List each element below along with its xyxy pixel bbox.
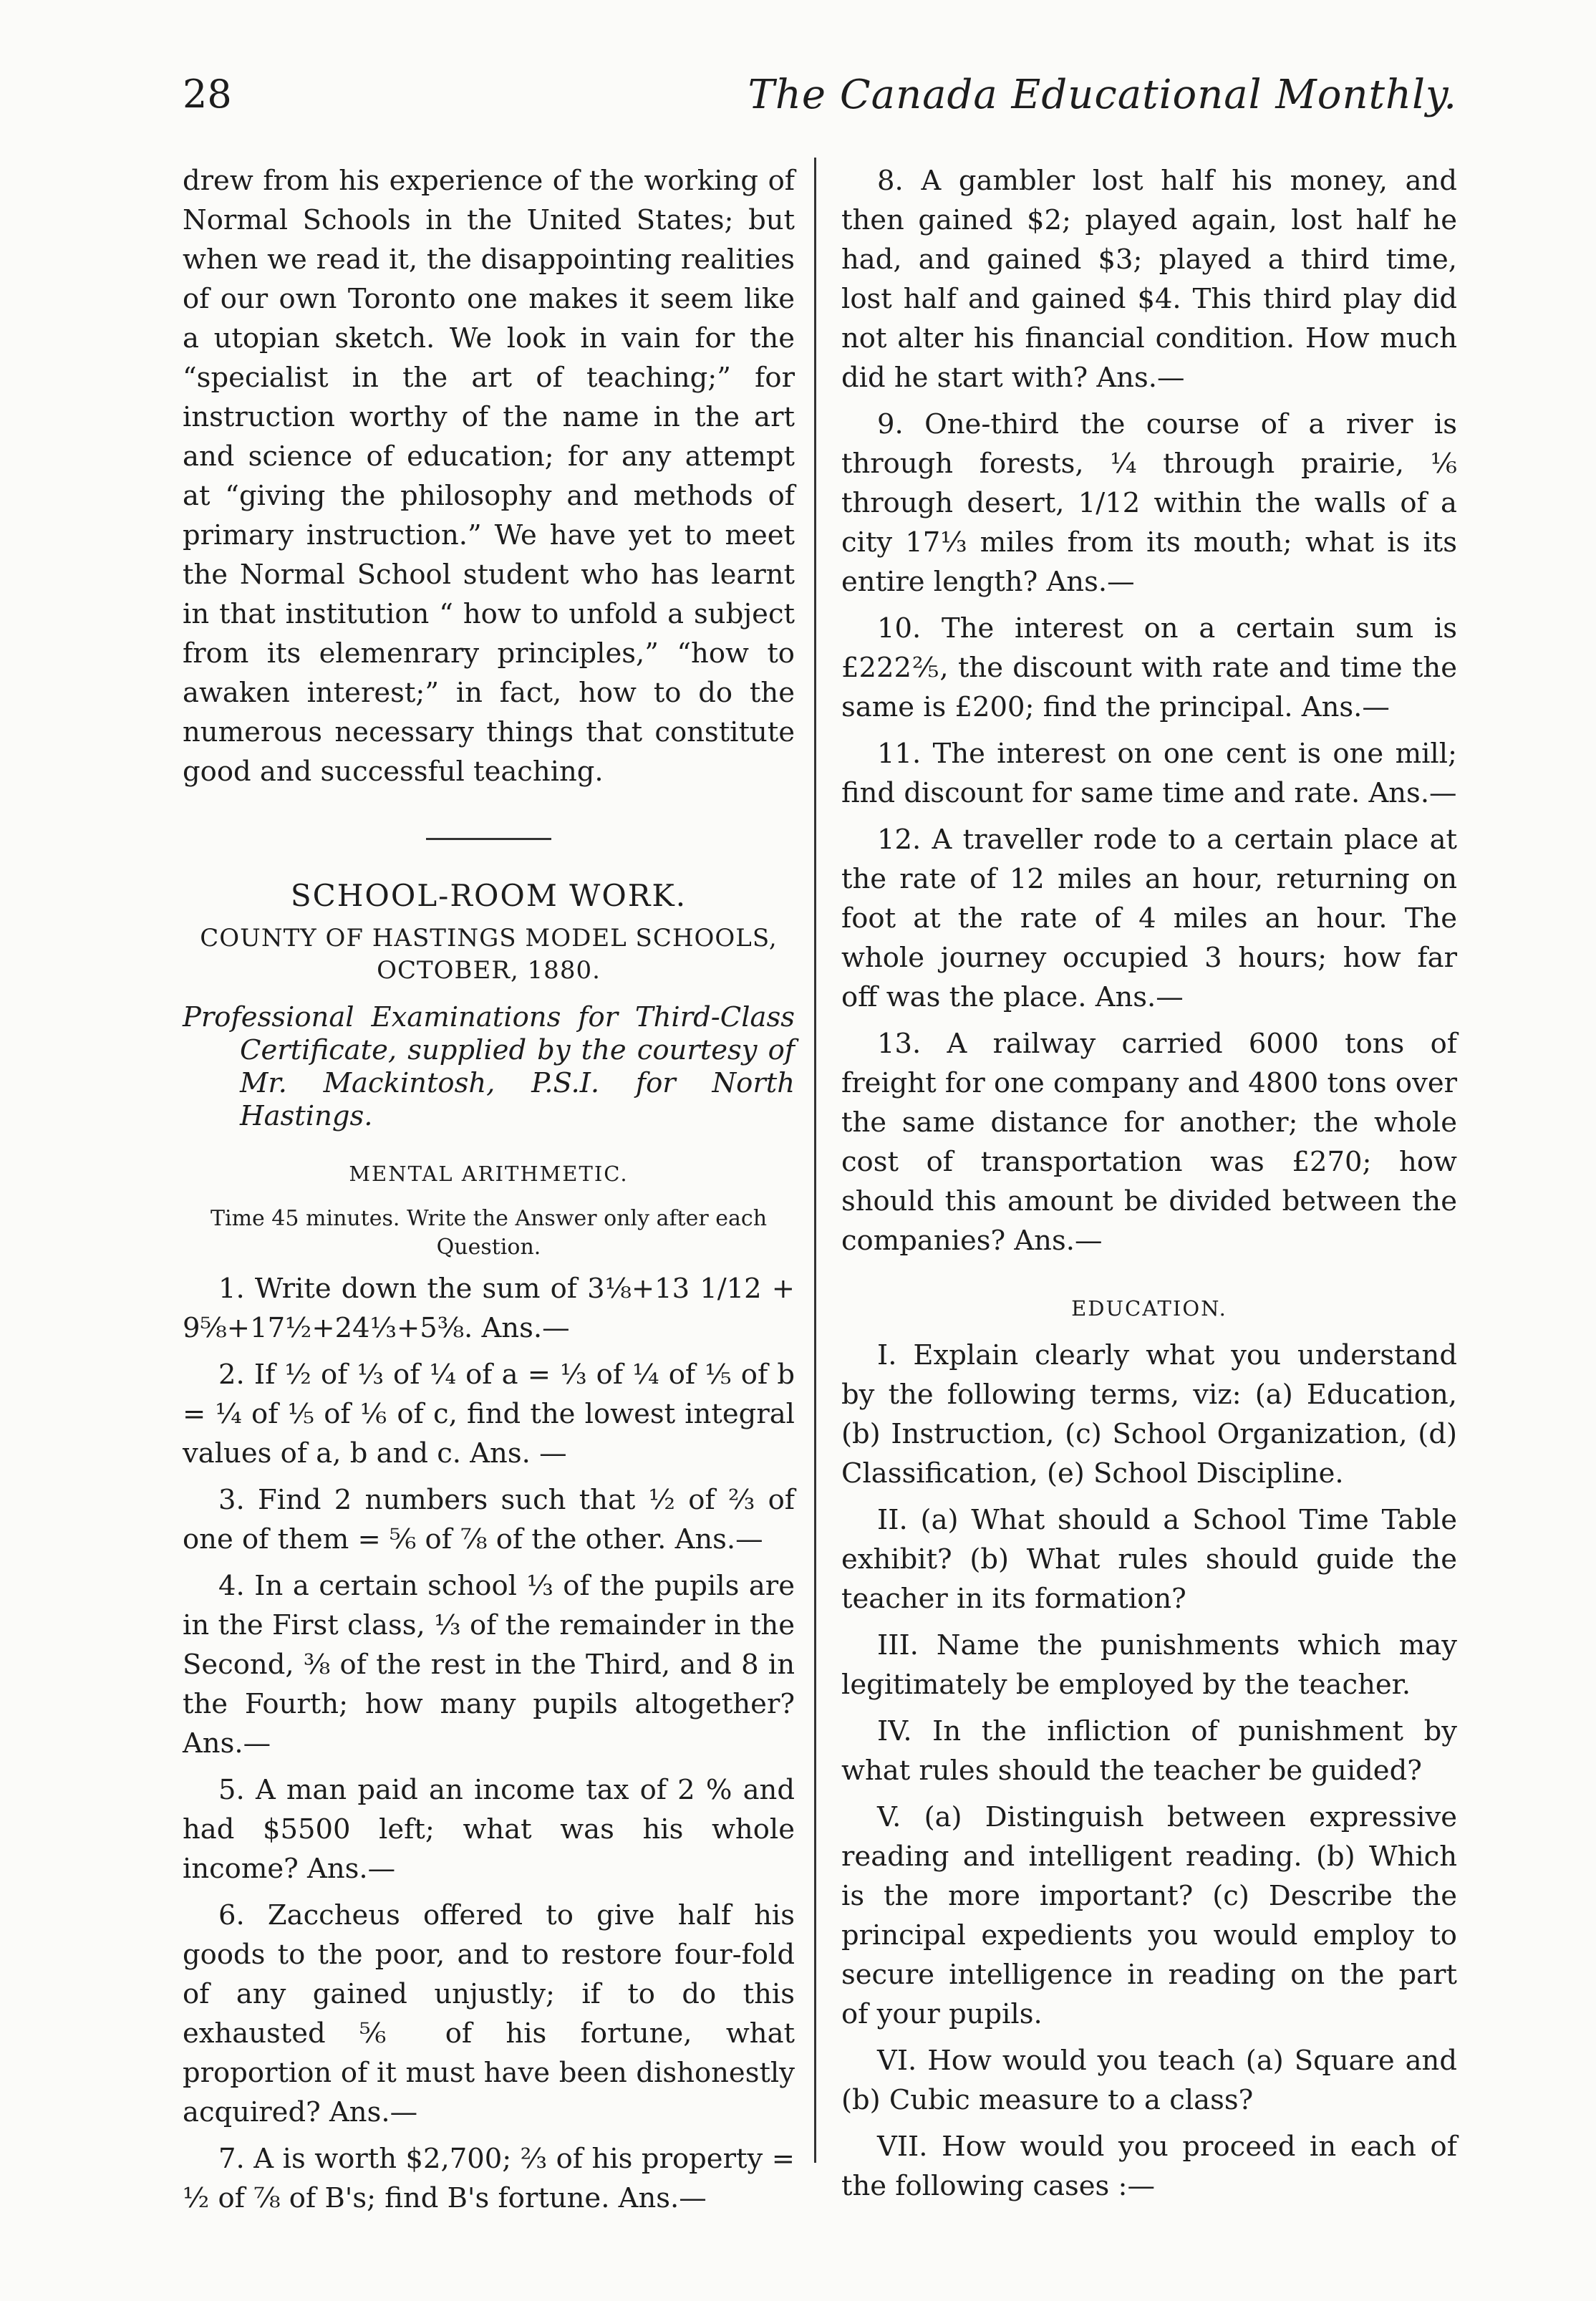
section-divider — [426, 838, 551, 840]
education-question: V. (a) Distinguish between expressive reading and intelligent reading. (b) Which is the more important? (c) Describe the principal expedients you would employ to secure intelligence in reading on the part of your pupils. — [841, 1801, 1457, 2030]
question-item: 3. Find 2 numbers such that ½ of ⅔ of one of them = ⅚ of ⅞ of the other. Ans.— — [183, 1484, 795, 1555]
education-heading: EDUCATION. — [1071, 1296, 1227, 1321]
section-title: SCHOOL-ROOM WORK. — [290, 878, 687, 913]
page-number: 28 — [183, 72, 232, 117]
question-item: 2. If ½ of ⅓ of ¼ of a = ⅓ of ¼ of ⅕ of b = ¼ of ⅕ of ⅙ of c, find the lowest integral values of a, b and c. Ans. — — [183, 1359, 795, 1470]
question-item: 9. One-third the course of a river is through forests, ¼ through prairie, ⅙ through desert, 1/12 within the walls of a city 17⅓ miles from its mouth; what is its entire length? Ans.— — [841, 408, 1457, 598]
question-item: 12. A traveller rode to a certain place at the rate of 12 miles an hour, returning on foot at the rate of 4 miles an hour. The whole journey occupied 3 hours; how far off was the place. Ans.— — [841, 824, 1457, 1013]
running-title: The Canada Educational Monthly. — [748, 72, 1457, 118]
education-question: VII. How would you proceed in each of the following cases :— — [841, 2131, 1457, 2202]
intro-paragraph: drew from his experience of the working of Normal Schools in the United States; but when we read it, the disappointing realities of our own Toronto one makes it seem like a utopian sketch. We look in vain for the “specialist in the art of teaching;” for instruction worthy of the name in the art and science of education; for any attempt at “giving the philosophy and methods of primary instruction.” We have yet to meet the Normal School student who has learnt in that institution “ how to unfold a subject from its elemenrary principles,” “how to awaken interest;” in fact, how to do the numerous necessary things that constitute good and successful teaching. — [183, 165, 795, 788]
question-item: 5. A man paid an income tax of 2 % and had $5500 left; what was his whole income? Ans.— — [183, 1774, 795, 1885]
education-question: IV. In the infliction of punishment by what rules should the teacher be guided? — [841, 1715, 1457, 1787]
page-header — [183, 72, 1457, 129]
question-item: 10. The interest on a certain sum is £222⅖, the discount with rate and time the same is £200; find the principal. Ans.— — [841, 612, 1457, 723]
subsection-heading: MENTAL ARITHMETIC. — [349, 1162, 629, 1186]
section-subtitle: COUNTY OF HASTINGS MODEL SCHOOLS, OCTOBER, 1880. — [200, 924, 778, 985]
question-item: 7. A is worth $2,700; ⅔ of his property = ½ of ⅞ of B's; find B's fortune. Ans.— — [183, 2143, 795, 2214]
question-item: 8. A gambler lost half his money, and then gained $2; played again, lost half he had, and gained $3; played a third time, lost half and gained $4. This third play did not alter his financial condition. How much did he start with? Ans.— — [841, 165, 1457, 394]
question-item: 13. A railway carried 6000 tons of freight for one company and 4800 tons over the same distance for another; the whole cost of transportation was £270; how should this amount be divided between the companies? Ans.— — [841, 1028, 1458, 1257]
question-item: 11. The interest on one cent is one mill; find discount for same time and rate. Ans.— — [841, 738, 1457, 809]
left-column — [183, 161, 795, 2225]
time-note: Time 45 minutes. Write the Answer only after each Question. — [210, 1206, 768, 1260]
education-question: II. (a) What should a School Time Table exhibit? (b) What rules should guide the teacher in its formation? — [841, 1504, 1457, 1615]
question-item: 4. In a certain school ⅓ of the pupils are in the First class, ⅓ of the remainder in the Second, ⅜ of the rest in the Third, and 8 in the Fourth; how many pupils altogether? Ans.— — [183, 1570, 795, 1760]
right-column — [841, 161, 1457, 2213]
question-item: 6. Zaccheus offered to give half his goods to the poor, and to restore four-fold of any gained unjustly; if to do this exhausted ⅚ of his fortune, what proportion of it must have been dishonestly acquired? Ans.— — [183, 1899, 795, 2128]
education-question: III. Name the punishments which may legitimately be employed by the teacher. — [841, 1629, 1457, 1701]
exam-note: Professional Examinations for Third-Class Certificate, supplied by the courtesy of Mr. Mackintosh, P.S.I. for North Hastings. — [183, 1001, 795, 1132]
question-item: 1. Write down the sum of 3⅛+13 1/12 + 9⅝+17½+24⅓+5⅜. Ans.— — [183, 1273, 795, 1344]
education-question: I. Explain clearly what you understand by the following terms, viz: (a) Education, (b) Instruction, (c) School Organization, (d) Classification, (e) School Discipline. — [841, 1339, 1457, 1490]
education-question: VI. How would you teach (a) Square and (b) Cubic measure to a class? — [841, 2045, 1457, 2116]
column-divider — [814, 158, 816, 2163]
